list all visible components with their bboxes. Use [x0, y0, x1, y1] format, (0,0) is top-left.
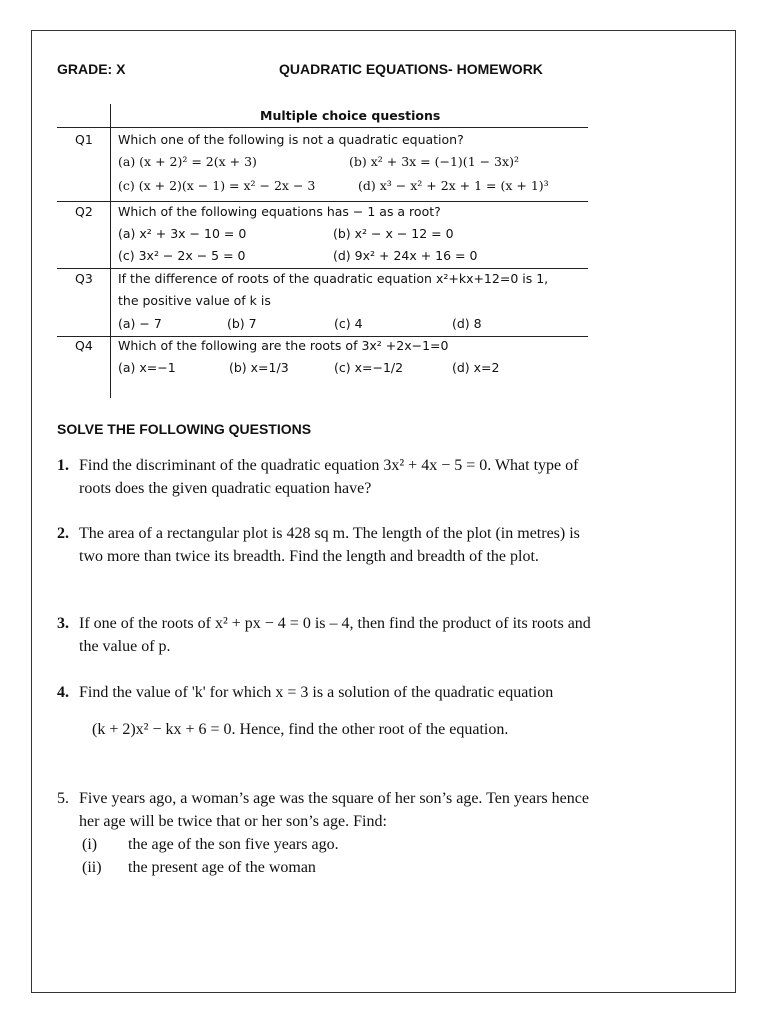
- mcq-rule: [57, 127, 588, 128]
- question-line: the value of p.: [79, 638, 171, 655]
- question-line: If one of the roots of x² + px − 4 = 0 is – 4, then find the product of its roots and: [79, 615, 591, 632]
- mcq-rule: [57, 336, 588, 337]
- question-line: roots does the given quadratic equation have?: [79, 480, 372, 497]
- mcq-table: [57, 104, 588, 398]
- question-line: Five years ago, a woman’s age was the square of her son’s age. Ten years hence: [79, 790, 589, 807]
- mcq-q3-option-b: (b) 7: [227, 316, 257, 331]
- mcq-q2-option-c: (c) 3x² − 2x − 5 = 0: [118, 248, 246, 263]
- sub-label-i: (i): [82, 836, 98, 853]
- sub-text-i: the age of the son five years ago.: [128, 836, 339, 853]
- mcq-qno-4: Q4: [75, 338, 93, 353]
- mcq-q4-option-b: (b) x=1/3: [229, 360, 289, 375]
- mcq-qno-3: Q3: [75, 271, 93, 286]
- mcq-q2-option-b: (b) x² − x − 12 = 0: [333, 226, 454, 241]
- sub-label-ii: (ii): [82, 859, 102, 876]
- question-number: 3.: [57, 615, 69, 632]
- question-line: Find the discriminant of the quadratic equation 3x² + 4x − 5 = 0. What type of: [79, 457, 579, 474]
- mcq-q4-option-c: (c) x=−1/2: [334, 360, 404, 375]
- mcq-q4-option-a: (a) x=−1: [118, 360, 176, 375]
- grade-label: GRADE: X: [57, 61, 126, 77]
- question-line: her age will be twice that or her son’s age. Find:: [79, 813, 387, 830]
- question-line: Find the value of 'k' for which x = 3 is a solution of the quadratic equation: [79, 684, 554, 701]
- question-number: 1.: [57, 457, 69, 474]
- mcq-q1-option-d: (d) x³ − x² + 2x + 1 = (x + 1)³: [358, 178, 549, 193]
- question-line: two more than twice its breadth. Find the length and breadth of the plot.: [79, 548, 539, 565]
- mcq-q1-text: Which one of the following is not a quadratic equation?: [118, 132, 464, 147]
- document-title: QUADRATIC EQUATIONS- HOMEWORK: [279, 61, 543, 77]
- question-number: 2.: [57, 525, 69, 542]
- mcq-qno-1: Q1: [75, 132, 93, 147]
- mcq-title: Multiple choice questions: [260, 108, 441, 123]
- question-1: [57, 454, 687, 500]
- mcq-q1-option-c: (c) (x + 2)(x − 1) = x² − 2x − 3: [118, 178, 316, 193]
- mcq-q3-text: If the difference of roots of the quadratic equation x²+kx+12=0 is 1,: [118, 271, 549, 286]
- mcq-q2-option-a: (a) x² + 3x − 10 = 0: [118, 226, 247, 241]
- mcq-rule: [57, 201, 588, 202]
- mcq-q1-option-a: (a) (x + 2)² = 2(x + 3): [118, 154, 257, 169]
- question-2: [57, 522, 687, 568]
- mcq-q3-option-a: (a) − 7: [118, 316, 162, 331]
- mcq-q2-option-d: (d) 9x² + 24x + 16 = 0: [333, 248, 478, 263]
- question-3: [57, 612, 687, 658]
- mcq-q4-text: Which of the following are the roots of 3x² +2x−1=0: [118, 338, 449, 353]
- mcq-q2-text: Which of the following equations has − 1 as a root?: [118, 204, 441, 219]
- mcq-q1-option-b: (b) x² + 3x = (−1)(1 − 3x)²: [349, 154, 519, 169]
- section-title: SOLVE THE FOLLOWING QUESTIONS: [57, 421, 312, 437]
- mcq-rule: [57, 268, 588, 269]
- question-number: 5.: [57, 790, 69, 807]
- mcq-qno-2: Q2: [75, 204, 93, 219]
- question-number: 4.: [57, 684, 69, 701]
- question-5: [57, 787, 687, 876]
- question-line: The area of a rectangular plot is 428 sq m. The length of the plot (in metres) is: [79, 525, 580, 542]
- mcq-q4-option-d: (d) x=2: [452, 360, 500, 375]
- question-equation-line: (k + 2)x² − kx + 6 = 0. Hence, find the other root of the equation.: [92, 721, 509, 738]
- mcq-q3-option-d: (d) 8: [452, 316, 482, 331]
- mcq-q3-option-c: (c) 4: [334, 316, 363, 331]
- question-4: [57, 681, 687, 741]
- sub-text-ii: the present age of the woman: [128, 859, 316, 876]
- mcq-vertical-rule: [110, 104, 111, 398]
- mcq-q3-text-cont: the positive value of k is: [118, 293, 271, 308]
